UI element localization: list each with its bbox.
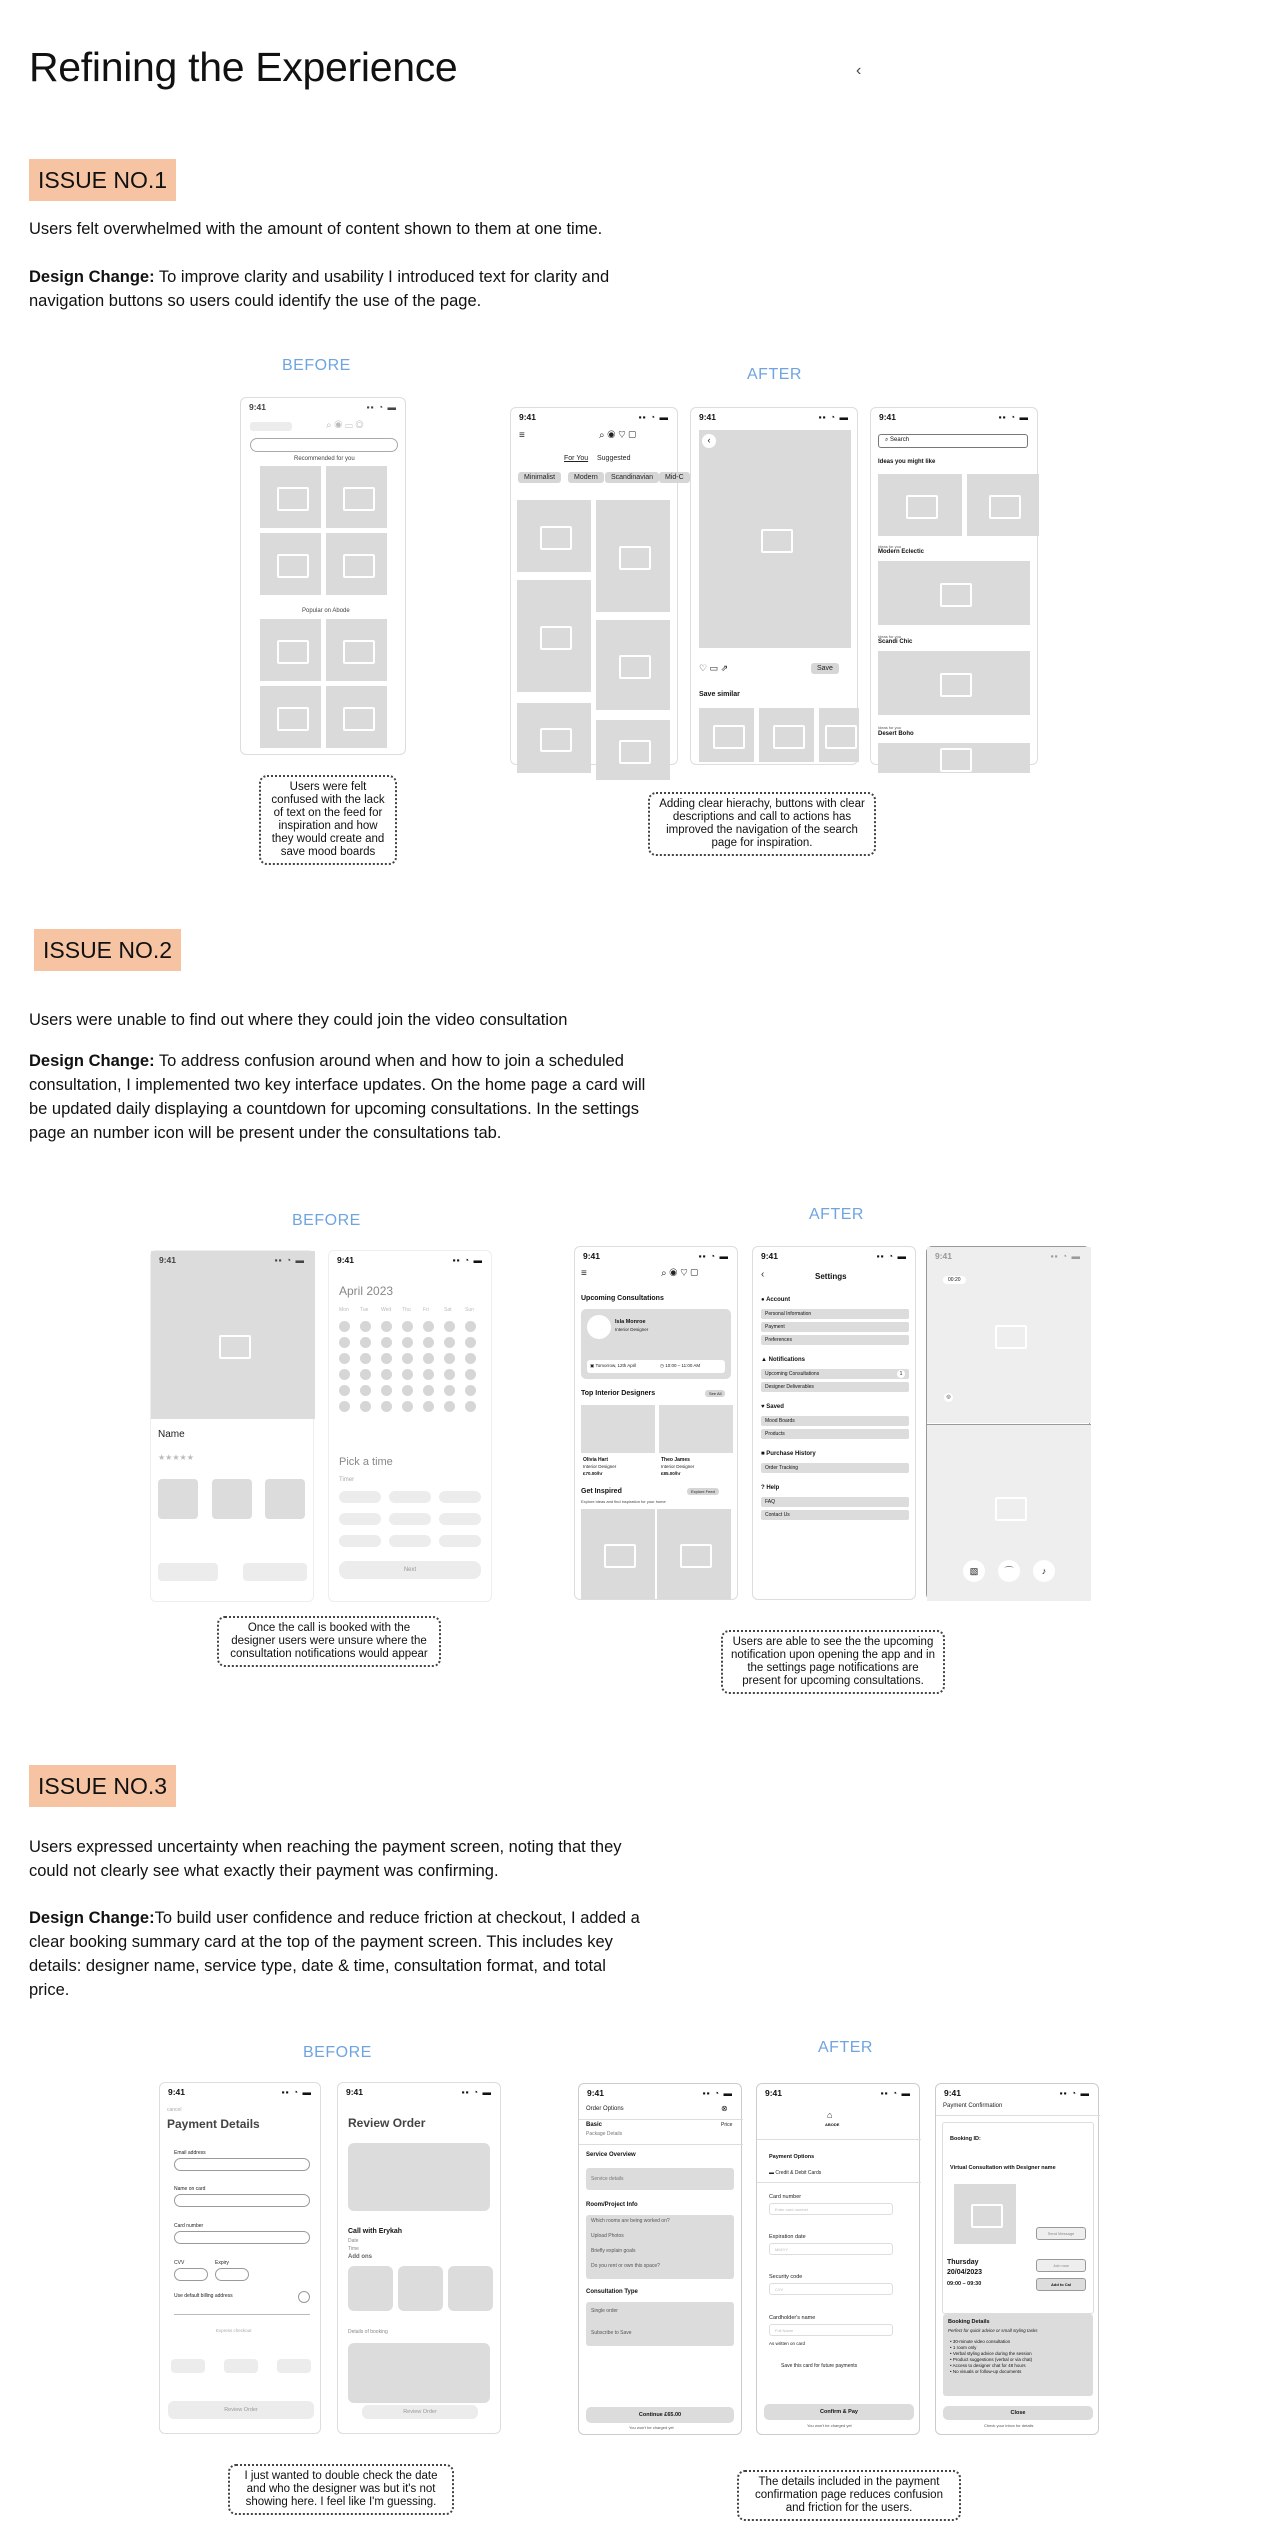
settings-section-title: Account	[766, 1297, 791, 1303]
settings-section-title: Notifications	[768, 1357, 805, 1363]
expiration-date-label: Expiration date	[769, 2234, 806, 2240]
after-pin-screen: 9:41 ▪▪ ◔ ▬ ‹ ♡ ▭ ⇗ Save Save similar	[690, 407, 858, 765]
card-designer-name: Isla Monroe	[615, 1319, 646, 1325]
calendar-day[interactable]	[423, 1369, 434, 1380]
cardholder-input[interactable]: Full Name	[769, 2324, 893, 2336]
settings-item[interactable]	[761, 1369, 909, 1379]
calendar-day[interactable]	[402, 1385, 413, 1396]
before-calendar-screen: 9:41 ▪▪ ◔ ▬ April 2023 Mon Tue Wed Thu Fri Sat Sun Pick a time Timer Next	[328, 1250, 492, 1602]
status-time: 9:41	[346, 2087, 364, 2097]
chip-minimalist[interactable]: Minimalist	[518, 472, 561, 483]
settings-item[interactable]	[761, 1463, 909, 1473]
default-billing-toggle[interactable]	[298, 2291, 310, 2303]
status-time: 9:41	[249, 402, 267, 412]
settings-title: Settings	[815, 1272, 847, 1281]
after-settings-screen: 9:41 ▪▪ ◔ ▬ ‹ Settings ● Account Personal Information Payment Preferences ▲ Notifications Upcoming Consultations 1 Designer Deliverables ♥ Saved Mood Boards Products ■ Purchase History Order Tracking ? Help FAQ Contact Us	[752, 1246, 916, 1600]
calendar-day[interactable]	[402, 1337, 413, 1348]
designer-1-price: £70.00/hr	[583, 1471, 603, 1476]
room-question-4[interactable]: Do you rent or own this space?	[591, 2263, 660, 2269]
status-time: 9:41	[944, 2088, 962, 2098]
payment-options-heading: Payment Options	[769, 2154, 815, 2160]
designer-1-role: Interior Designer	[583, 1464, 617, 1469]
design-change-text: To improve clarity and usability I introduced text for clarity and navigation buttons so users could identify the use of the page.	[29, 268, 610, 310]
card-time-text: 10:00 – 11:00 AM	[665, 1363, 701, 1368]
calendar-day[interactable]	[381, 1401, 392, 1412]
calendar-day[interactable]	[360, 1385, 371, 1396]
settings-item-label: Preferences	[765, 1337, 792, 1343]
payment-details-title: Payment Details	[167, 2117, 260, 2131]
status-time: 9:41	[765, 2088, 783, 2098]
abode-logo-icon: ⌂	[827, 2110, 833, 2120]
calendar-day[interactable]	[444, 1385, 455, 1396]
booking-detail-item: • 30-minute video consultation	[950, 2339, 1011, 2344]
express-checkout-label: Express checkout	[216, 2328, 252, 2333]
save-similar-heading: Save similar	[699, 691, 740, 698]
credit-cards-option[interactable]	[769, 2170, 821, 2176]
calendar-day[interactable]	[339, 1385, 350, 1396]
before-caption: I just wanted to double check the date and who the designer was but it's not showing here. I feel like I'm guessing.	[228, 2464, 454, 2515]
after-payment-confirmation-screen: 9:41 ▪▪ ◔ ▬ Payment Confirmation Booking ID: Virtual Consultation with Designer name Send Message Join now Add to Cal Thursday 20/04/2023 09:00 – 09:30 Booking Details Perfect for quick advice or small styling tasks • 30-minute video consultation • 1 room only • Verbal styling advice during the session • Product suggestions (verbal or via chat) • Access to designer chat for 48 hours • No visuals or follow-up documents Close Check your inbox for details	[935, 2083, 1099, 2435]
page-title: Refining the Experience	[29, 44, 458, 90]
add-to-calendar-button[interactable]: Add to Cal	[1036, 2278, 1086, 2291]
help-icon: ?	[761, 1485, 767, 1491]
ideas-for-you-label: Ideas for you	[878, 725, 902, 730]
booking-detail-item: • No visuals or follow-up documents	[950, 2369, 1022, 2374]
room-info-heading: Room/Project Info	[586, 2202, 638, 2208]
heart-icon: ♥	[761, 1404, 767, 1410]
as-written-note: As written on card	[769, 2341, 806, 2346]
payment-confirmation-title: Payment Confirmation	[943, 2103, 1003, 2109]
calendar-month: April 2023	[339, 1284, 394, 1298]
card-date	[590, 1363, 636, 1369]
basic-package-label: Basic	[586, 2122, 603, 2128]
top-designers-heading: Top Interior Designers	[581, 1390, 656, 1397]
name-on-card-label: Name on card	[174, 2186, 206, 2192]
time-label: Time	[348, 2246, 359, 2252]
after-label: AFTER	[809, 1206, 864, 1223]
security-code-label: Security code	[769, 2274, 803, 2280]
calendar-icon: ▣	[590, 1363, 595, 1368]
designer-name-label: Name	[158, 1429, 185, 1440]
express-pay-3[interactable]	[277, 2359, 311, 2373]
card-number-input[interactable]: Enter card number	[769, 2203, 893, 2215]
cancel-link[interactable]: cancel	[167, 2107, 182, 2113]
search-input[interactable]	[878, 434, 1028, 448]
booking-detail-item: • Access to designer chat for 48 hours	[950, 2363, 1026, 2368]
calendar-day[interactable]	[444, 1401, 455, 1412]
tab-for-you[interactable]: For You	[564, 455, 589, 462]
calendar-day[interactable]	[339, 1337, 350, 1348]
express-pay-2[interactable]	[224, 2359, 258, 2373]
after-payment-options-screen: 9:41 ▪▪ ◔ ▬ ⌂ ABODE Payment Options ▬ Credit & Debit Cards Card number Enter card number Expiration date MM/YY Security code CVV Cardholder's name Full Name As written on card Save this card for future payments Confirm & Pay You won't be charged yet	[756, 2083, 920, 2435]
settings-section-title: Saved	[766, 1404, 784, 1410]
weekday-label: Fri	[423, 1307, 429, 1313]
popular-heading: Popular on Abode	[302, 608, 350, 614]
settings-item-label: Upcoming Consultations	[765, 1371, 820, 1377]
weekday-label: Thu	[402, 1307, 411, 1313]
settings-section-0	[761, 1297, 790, 1303]
calendar-day[interactable]	[360, 1321, 371, 1332]
designer-1-name: Olivia Hart	[583, 1457, 609, 1463]
email-label: Email address	[174, 2150, 206, 2156]
after-search-screen: 9:41 ▪▪ ◔ ▬ ⌕ Search Ideas you might like Ideas for you Modern Eclectic Ideas for you Scandi Chic Ideas for you Desert Boho	[870, 407, 1038, 765]
toolbar-icons[interactable]: ⌕ ◉ ▭ ◎	[326, 420, 364, 431]
settings-item[interactable]	[761, 1429, 909, 1439]
calendar-day[interactable]	[423, 1321, 434, 1332]
get-inspired-subtitle: Explore ideas and find inspiration for your home	[581, 1499, 666, 1504]
review-order-button[interactable]: Review Order	[168, 2401, 314, 2419]
settings-item-label: Payment	[765, 1324, 785, 1330]
design-change-label: Design Change:	[29, 268, 155, 286]
issue-2-problem: Users were unable to find out where they could join the video consultation	[29, 1011, 568, 1029]
consultation-type-heading: Consultation Type	[586, 2289, 638, 2295]
settings-item-label: Contact Us	[765, 1512, 790, 1518]
calendar-day[interactable]	[339, 1401, 350, 1412]
calendar-day[interactable]	[339, 1321, 350, 1332]
card-designer-role: Interior Designer	[615, 1327, 649, 1332]
status-time: 9:41	[337, 1255, 355, 1265]
review-order-title: Review Order	[348, 2116, 426, 2130]
service-overview-heading: Service Overview	[586, 2152, 636, 2158]
calendar-day[interactable]	[423, 1401, 434, 1412]
inbox-note: Check your inbox for details	[984, 2423, 1034, 2428]
after-order-options-screen: 9:41 ▪▪ ◔ ▬ Order Options ⊗ Basic Price Package Details Service Overview Service details Room/Project Info Which rooms are being worked on? Upload Photos Briefly explain goals Do you rent or own this space? Consultation Type Single order Subscribe to Save Continue £65.00 You won't be charged yet	[578, 2083, 742, 2435]
calendar-day[interactable]	[465, 1385, 476, 1396]
pick-time-heading: Pick a time	[339, 1456, 393, 1468]
issue-3-change	[29, 1906, 649, 2002]
settings-section-4	[761, 1485, 779, 1491]
status-time: 9:41	[159, 1255, 177, 1265]
booking-detail-item: • 1 room only	[950, 2345, 977, 2350]
booking-details-list	[950, 2339, 1090, 2375]
before-label: BEFORE	[303, 2044, 372, 2061]
settings-item-label: Order Tracking	[765, 1465, 799, 1471]
calendar-day[interactable]	[360, 1401, 371, 1412]
next-button[interactable]: Next	[339, 1561, 481, 1579]
calendar-day[interactable]	[465, 1321, 476, 1332]
issue-2-heading: ISSUE NO.2	[34, 929, 181, 971]
calendar-day[interactable]	[465, 1369, 476, 1380]
before-caption: Users were felt confused with the lack of text on the feed for inspiration and how they would create and save mood boards	[259, 775, 397, 865]
designer-2-price: £85.00/hr	[661, 1471, 681, 1476]
booking-date: 20/04/2023	[947, 2269, 983, 2276]
clock-icon: ◷	[660, 1363, 664, 1368]
booking-day: Thursday	[947, 2259, 979, 2266]
settings-item-label: Products	[765, 1431, 785, 1437]
settings-item[interactable]	[761, 1510, 909, 1520]
settings-item-label: Personal Information	[765, 1311, 812, 1317]
recommended-heading: Recommended for you	[294, 456, 355, 462]
calendar-day[interactable]	[423, 1385, 434, 1396]
price-label: Price	[721, 2122, 733, 2128]
switch-camera-icon[interactable]: ◎	[944, 1393, 953, 1402]
group-desert-boho: Desert Boho	[878, 731, 914, 737]
after-caption: The details included in the payment confirmation page reduces confusion and friction for the users.	[737, 2470, 961, 2521]
menu-icon[interactable]: ≡	[581, 1268, 587, 1279]
end-call-icon[interactable]: ⌒	[998, 1560, 1020, 1582]
calendar-day[interactable]	[423, 1353, 434, 1364]
issue-1-heading: ISSUE NO.1	[29, 159, 176, 201]
details-booking-label: Details of booking	[348, 2329, 388, 2335]
back-icon[interactable]: ‹	[702, 434, 716, 448]
before-label: BEFORE	[282, 357, 351, 374]
card-number-label: Card number	[769, 2194, 802, 2200]
settings-section-title: Purchase History	[766, 1451, 816, 1457]
expiry-label: Expiry	[215, 2260, 229, 2266]
calendar-day[interactable]	[444, 1337, 455, 1348]
cvv-input[interactable]	[174, 2268, 208, 2281]
settings-item[interactable]	[761, 1322, 909, 1332]
calendar-day[interactable]	[465, 1401, 476, 1412]
booking-detail-item: • Verbal styling advice during the session	[950, 2351, 1032, 2356]
cvv-label: CVV	[174, 2260, 185, 2266]
back-chevron-icon[interactable]: ‹	[856, 62, 862, 79]
back-icon[interactable]: ‹	[761, 1269, 765, 1280]
issue-3-heading: ISSUE NO.3	[29, 1765, 176, 1807]
after-label: AFTER	[818, 2039, 873, 2056]
settings-item-label: Mood Boards	[765, 1418, 795, 1424]
close-icon[interactable]: ⊗	[721, 2104, 728, 2113]
email-input[interactable]	[174, 2158, 310, 2171]
settings-item-label: Designer Deliverables	[765, 1384, 814, 1390]
calendar-day[interactable]	[381, 1385, 392, 1396]
person-icon: ●	[761, 1297, 767, 1303]
weekday-label: Sat	[444, 1307, 452, 1313]
after-caption: Adding clear hierachy, buttons with clear descriptions and call to actions has improved the navigation of the search page for inspiration.	[648, 792, 876, 856]
calendar-day[interactable]	[381, 1353, 392, 1364]
before-feed-screen: 9:41 ▪▪ ◔ ▬ ⌕ ◉ ▭ ◎ Recommended for you Popular on Abode	[240, 397, 406, 755]
card-number-label: Card number	[174, 2223, 204, 2229]
ideas-heading: Ideas you might like	[878, 459, 936, 465]
toolbar-icons[interactable]: ⌕ ◉ ♡ ▢	[661, 1268, 699, 1279]
menu-icon[interactable]: ≡	[519, 430, 525, 441]
designer-2-name: Theo James	[661, 1457, 690, 1463]
service-details-text: Service details	[591, 2176, 624, 2182]
status-time: 9:41	[879, 412, 897, 422]
calendar-day[interactable]	[381, 1337, 392, 1348]
cardholder-label: Cardholder's name	[769, 2315, 816, 2321]
calendar-day[interactable]	[360, 1369, 371, 1380]
calendar-day[interactable]	[444, 1353, 455, 1364]
explore-feed-button[interactable]: Explore Feed	[687, 1488, 719, 1495]
calendar-day[interactable]	[381, 1369, 392, 1380]
before-payment-screen: 9:41 ▪▪ ◔ ▬ cancel Payment Details Email address Name on card Card number CVV Expiry Use default billing address Express checkout Review Order	[159, 2082, 321, 2434]
add-ons-label: Add ons	[348, 2254, 372, 2260]
status-time: 9:41	[583, 1251, 601, 1261]
tab-suggested[interactable]: Suggested	[597, 455, 631, 462]
send-message-button[interactable]: Send Message	[1036, 2227, 1086, 2240]
weekday-label: Sun	[465, 1307, 474, 1313]
group-modern-eclectic: Modern Eclectic	[878, 549, 925, 555]
settings-item[interactable]	[761, 1335, 909, 1345]
not-charged-note: You won't be charged yet	[807, 2423, 852, 2428]
virtual-consultation-label: Virtual Consultation with Designer name	[950, 2165, 1056, 2171]
status-time: 9:41	[935, 1251, 953, 1261]
design-change-label: Design Change:	[29, 1052, 155, 1070]
after-video-call-screen: 9:41 ▪▪ ◔ ▬ 00:20 ◎ ▧ ⌒ ♪	[926, 1246, 1090, 1600]
settings-item[interactable]	[761, 1416, 909, 1426]
calendar-day[interactable]	[360, 1337, 371, 1348]
search-icon: ⌕	[885, 437, 889, 443]
weekday-label: Mon	[339, 1307, 349, 1313]
chip-scandinavian[interactable]: Scandinavian	[605, 472, 659, 483]
upcoming-heading: Upcoming Consultations	[581, 1295, 664, 1302]
mute-mic-icon[interactable]: ♪	[1033, 1560, 1055, 1582]
status-time: 9:41	[587, 2088, 605, 2098]
save-card-checkbox[interactable]: Save this card for future payments	[781, 2363, 858, 2369]
calendar-day[interactable]	[402, 1353, 413, 1364]
after-label: AFTER	[747, 366, 802, 383]
room-question-3[interactable]: Briefly explain goals	[591, 2248, 636, 2254]
not-charged-note: You won't be charged yet	[629, 2425, 674, 2430]
booking-detail-item: • Product suggestions (verbal or via chat)	[950, 2357, 1033, 2362]
message-button[interactable]	[243, 1563, 307, 1581]
calendar-day[interactable]	[360, 1353, 371, 1364]
continue-button[interactable]: Continue £65.00	[586, 2407, 734, 2423]
call-timer: 00:20	[943, 1276, 966, 1284]
ideas-for-you-label: Ideas for you	[878, 634, 902, 639]
get-inspired-heading: Get Inspired	[581, 1488, 622, 1495]
issue-2-change	[29, 1049, 649, 1145]
express-pay-1[interactable]	[171, 2359, 205, 2373]
room-question-2[interactable]: Upload Photos	[591, 2233, 624, 2239]
calendar-day[interactable]	[339, 1369, 350, 1380]
status-time: 9:41	[761, 1251, 779, 1261]
settings-item-label: FAQ	[765, 1499, 776, 1505]
package-details-label: Package Details	[586, 2131, 623, 2137]
toolbar-icons[interactable]: ⌕ ◉ ♡ ▢	[599, 430, 637, 441]
settings-section-1	[761, 1357, 805, 1363]
timer-label: Timer	[339, 1477, 355, 1483]
booking-details-heading: Booking Details	[948, 2319, 990, 2325]
default-billing-label: Use default billing address	[174, 2293, 233, 2299]
card-number-input[interactable]	[174, 2231, 310, 2244]
group-scandi-chic: Scandi Chic	[878, 639, 913, 645]
settings-section-title: Help	[766, 1485, 780, 1491]
after-feed-screen: 9:41 ▪▪ ◔ ▬ ≡ ⌕ ◉ ♡ ▢ For You Suggested Minimalist Modern Scandinavian Mid-C	[510, 407, 678, 765]
calendar-day[interactable]	[402, 1401, 413, 1412]
chip-mid-century[interactable]: Mid-C	[659, 472, 690, 483]
confirm-pay-button[interactable]: Confirm & Pay	[764, 2404, 914, 2420]
search-placeholder: Search	[890, 437, 910, 443]
design-change-label: Design Change:	[29, 1909, 155, 1927]
card-date-text: Tomorrow, 12th April	[595, 1363, 637, 1368]
credit-cards-label: Credit & Debit Cards	[775, 2170, 822, 2176]
design-change-text: To build user confidence and reduce friction at checkout, I added a clear booking summary card at the top of the payment screen. This includes key details: designer name, service type, date & time, consultation format, and total price.	[29, 1909, 640, 1999]
expiry-input[interactable]	[215, 2268, 249, 2281]
before-label: BEFORE	[292, 1212, 361, 1229]
status-time: 9:41	[168, 2087, 186, 2097]
rating-stars: ★★★★★	[158, 1453, 194, 1462]
settings-section-2	[761, 1404, 784, 1410]
order-options-title: Order Options	[586, 2106, 624, 2112]
book-button[interactable]	[158, 1563, 218, 1581]
calendar-day[interactable]	[402, 1321, 413, 1332]
booking-id-label: Booking ID:	[950, 2136, 981, 2142]
weekday-label: Wed	[381, 1307, 392, 1313]
calendar-day[interactable]	[465, 1337, 476, 1348]
calendar-day[interactable]	[402, 1369, 413, 1380]
before-review-screen: 9:41 ▪▪ ◔ ▬ Review Order Call with Erykah Date Time Add ons Details of booking Review Order	[337, 2082, 501, 2434]
join-now-button[interactable]: Join now	[1036, 2259, 1086, 2272]
issue-1-problem: Users felt overwhelmed with the amount of content shown to them at one time.	[29, 220, 603, 238]
card-time	[660, 1363, 700, 1369]
name-on-card-input[interactable]	[174, 2194, 310, 2207]
settings-item[interactable]	[761, 1497, 909, 1507]
date-label: Date	[348, 2238, 359, 2244]
calendar-day[interactable]	[423, 1337, 434, 1348]
calendar-grid[interactable]	[339, 1307, 485, 1431]
after-caption: Users are able to see the the upcoming notification upon opening the app and in the settings page notifications are present for upcoming consultations.	[721, 1630, 945, 1694]
ideas-for-you-label: Ideas for you	[878, 544, 902, 549]
review-order-button[interactable]: Review Order	[362, 2405, 478, 2419]
calendar-day[interactable]	[465, 1353, 476, 1364]
brand-label: ABODE	[825, 2122, 840, 2127]
status-time: 9:41	[519, 412, 537, 422]
calendar-day[interactable]	[381, 1321, 392, 1332]
close-button[interactable]: Close	[943, 2406, 1093, 2420]
call-with-label: Call with Erykah	[348, 2228, 403, 2235]
issue-1-change	[29, 265, 669, 313]
notification-badge: 1	[897, 1370, 905, 1378]
single-order-option[interactable]: Single order	[591, 2308, 618, 2314]
calendar-day[interactable]	[444, 1369, 455, 1380]
issue-3-problem: Users expressed uncertainty when reaching the payment screen, noting that they could not clearly see what exactly their payment was confirming.	[29, 1838, 622, 1880]
credit-card-icon: ▬	[769, 2170, 774, 2176]
before-designer-profile: 9:41 ▪▪ ◔ ▬ Name ★★★★★	[150, 1250, 314, 1602]
weekday-label: Tue	[360, 1307, 369, 1313]
camera-off-icon[interactable]: ▧	[963, 1560, 985, 1582]
see-all-button[interactable]: See All	[705, 1390, 725, 1397]
save-button[interactable]: Save	[811, 663, 839, 674]
booking-details-subtitle: Perfect for quick advice or small styling tasks	[948, 2328, 1038, 2333]
after-home-screen: 9:41 ▪▪ ◔ ▬ ≡ ⌕ ◉ ♡ ▢ Upcoming Consultations Isla Monroe Interior Designer ▣ Tomorrow, 12th April ◷ 10:00 – 11:00 AM Top Interior Designers See All Olivia Hart Interior Designer £70.00/hr Theo James Interior Designer £85.00/hr Get Inspired Explore Feed Explore ideas and find inspiration for your home	[574, 1246, 738, 1600]
settings-item[interactable]	[761, 1382, 909, 1392]
room-question-1[interactable]: Which rooms are being worked on?	[591, 2218, 670, 2224]
chip-modern[interactable]: Modern	[568, 472, 604, 483]
expiration-date-input[interactable]: MM/YY	[769, 2243, 893, 2255]
status-time: 9:41	[699, 412, 717, 422]
bag-icon: ■	[761, 1451, 767, 1457]
booking-time: 09:00 – 09:30	[947, 2281, 982, 2287]
security-code-input[interactable]: CVV	[769, 2283, 893, 2295]
bell-icon: ▲	[761, 1357, 769, 1363]
design-change-text: To address confusion around when and how to join a scheduled consultation, I implemented two key interface updates. On the home page a card will be updated daily displaying a countdown for upcoming consultations. In the settings page an number icon will be present under the consultations tab.	[29, 1052, 646, 1142]
calendar-day[interactable]	[444, 1321, 455, 1332]
designer-2-role: Interior Designer	[661, 1464, 695, 1469]
subscribe-option[interactable]: Subscribe to Save	[591, 2330, 632, 2336]
settings-item[interactable]	[761, 1309, 909, 1319]
pin-action-icons[interactable]: ♡ ▭ ⇗	[699, 663, 729, 673]
before-caption: Once the call is booked with the designer users were unsure where the consultation notifications would appear	[217, 1616, 441, 1667]
settings-section-3	[761, 1451, 816, 1457]
calendar-day[interactable]	[339, 1353, 350, 1364]
search-input[interactable]	[250, 438, 398, 452]
